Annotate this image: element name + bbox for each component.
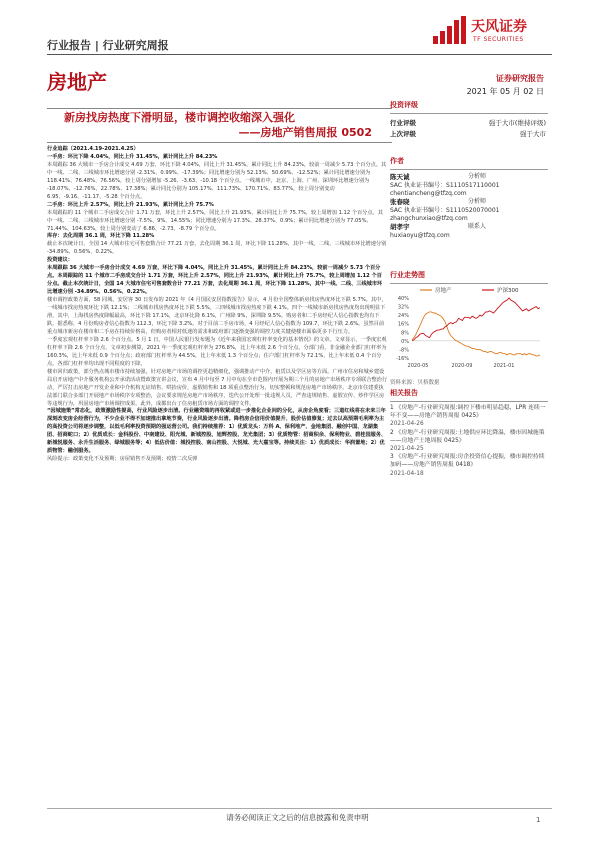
rating-row <box>390 129 548 140</box>
related-report[interactable] <box>390 453 548 478</box>
related-report-title[interactable]: 2 《房地产-行业研究周报:土地供应环比降温，楼市因城施策——房地产土地周报 0425》 <box>390 429 545 444</box>
body-paragraph: 本周跟踪 36 大城市一手房合计成交 4.69 万套，环比下降 4.04%，同比上升 31.45%，累计同比上升 84.23%，较前一周减少 5.73 个百分点。本周跟踪的 11 个城市二手房成交合计 1.71 万套，环比上升 2.57%，同比上升 21.93%，累计同比上升 75.7%，较上周增加 1.12 个百分点。截止本次统计日，全国 14 大城市住宅可售套数合计 77.21 万套，去化周期 36.1 周，环比下降 11.28%，其中一线、二线、三线城市环比增速分别 -34.89%、0.56%、0.22%。 <box>47 265 383 296</box>
trend-chart <box>390 284 550 374</box>
author-sac: SAC 执业证书编号：S1110517110001 <box>390 182 500 189</box>
author-role: 分析师 <box>468 173 487 180</box>
related-report-date: 2021-04-18 <box>390 470 424 477</box>
related-title: 相关报告 <box>390 389 418 397</box>
series-line <box>412 298 540 341</box>
rating-section <box>390 100 548 140</box>
author-role: 分析师 <box>468 198 487 205</box>
rating-divider <box>390 113 548 114</box>
related-report-date: 2021-04-26 <box>390 421 424 428</box>
body-paragraph: 风险提示：政策变化不及预期；房屋销售不及预期；疫情二次反弹 <box>47 456 198 463</box>
author-name: 张春晓 <box>390 198 410 206</box>
report-body <box>47 146 387 464</box>
body-paragraph: 一季度宏观杠杆率下降 2.6 个百分点。5 月 1 日，中国人民银行发布题为《近年来我国宏观杠杆率变化的基本情况》的文章。文章显示，一季度宏观杠杆率下降 2.6 个百分点，文章初步测算，2021 年一季度宏观杠杆率为 276.8%，比上年末低 2.6 个百分点。分部门看，非金融企业部门杠杆率为 160.3%，比上年末低 0.9 个百分点；政府部门杠杆率为 44.5%，比上年末低 1.3 个百分点；住户部门杠杆率为 72.1%，比上年末低 0.4 个百分点。各部门杠杆率均出现不同程度的下降。 <box>47 336 387 367</box>
rating-label: 上次评级 <box>390 130 416 138</box>
y-tick-label: 40% <box>397 296 409 302</box>
report-type: 证券研究报告 <box>496 74 544 83</box>
y-tick-label: 32% <box>397 304 409 311</box>
report-title: 新房找房热度下滑明显，楼市调控收缩深入强化 <box>64 111 295 124</box>
y-tick-label: 0% <box>401 338 409 345</box>
rating-value: 强于大市 <box>520 130 546 138</box>
related-section <box>390 388 548 478</box>
author-sac: SAC 执业证书编号：S1110520070001 <box>390 207 500 214</box>
related-report[interactable] <box>390 429 548 454</box>
company-logo <box>433 14 553 50</box>
trend-section <box>390 270 548 284</box>
author-email[interactable]: huxiaoyu@tfzq.com <box>390 232 450 239</box>
author-entry <box>390 173 548 198</box>
y-tick-label: 16% <box>397 321 409 328</box>
author-entry <box>390 223 548 240</box>
report-subtitle: ——房地产销售周报 0502 <box>238 126 372 139</box>
title-divider-bottom <box>47 142 392 143</box>
x-tick-label: 2021-01 <box>493 363 515 369</box>
y-tick-label: 24% <box>397 313 409 320</box>
body-paragraph: 本周跟踪 36 大城市一手房合计成交 4.69 万套，环比下降 4.04%，同比上升 31.45%，累计同比上升 84.23%，较前一周减少 5.73 个百分点。其中一线、二线、三线城市环比增速分别 -2.31%、0.99%、-17.39%；同比增速分别为 52.13%、50.69%、-12.52%；累计同比增速分别为 118.41%、76.48%、76.56%，较上周分别增加 -5.26、-3.63、-10.18 个百分点。一线城市中，北京、上海、广州、深圳环比增速分别为 -18.07%、-12.76%、22.78%、17.38%；累计同比分别为 105.17%、111.73%、170.71%、83.77%，较上周分别变动 6.95、-9.16、-11.17、-5.28 个百分点。 <box>47 161 387 200</box>
rating-title: 投资评级 <box>390 101 418 109</box>
author-entry <box>390 198 548 223</box>
page-number: 1 <box>536 816 541 824</box>
related-report[interactable] <box>390 404 548 429</box>
related-report-title[interactable]: 3 《房地产-行业研究周报:房企投资信心提振，楼市调控持续加码——房地产销售周报 0418》 <box>390 454 545 469</box>
body-paragraph: 二手房：环比上升 2.57%，同比上升 21.93%，累计同比上升 75.7% <box>47 201 214 208</box>
related-report-title[interactable]: 1 《房地产-行业研究周报:调控下楼市明显趋稳，LPR 连续一年不变——房地产销售周报 0425》 <box>390 405 546 420</box>
related-report-date: 2021-04-25 <box>390 446 424 453</box>
footer-divider <box>47 808 552 809</box>
authors-divider <box>390 169 548 170</box>
body-paragraph: 本周跟踪的 11 个城市二手房成交合计 1.71 万套，环比上升 2.57%，同比上升 21.93%，累计同比上升 75.7%，较上周增加 1.12 个百分点。其中一线、二线、三线城市环比增速分别 -7.5%、9%、14.55%；同比增速分别为 17.3%、28.37%、0.9%；累计同比增速分别为 77.05%、71.44%、104.63%，较上周分别变动了 6.86、-2.73、-8.79 个百分点。 <box>47 209 383 232</box>
authors-title: 作者 <box>390 157 404 165</box>
author-email[interactable]: chentiancheng@tfzq.com <box>390 190 467 197</box>
legend-label: 沪深300 <box>497 288 519 294</box>
logo-text-en: TF SECURITIES <box>473 36 524 43</box>
body-paragraph: 投资建议： <box>47 257 73 264</box>
rating-row <box>390 118 548 129</box>
rating-label: 行业评级 <box>390 119 416 127</box>
body-paragraph: 一手房：环比下降 4.04%，同比上升 31.45%，累计同比上升 84.23% <box>47 153 218 160</box>
report-date: 2021 年 05 月 02 日 <box>466 87 544 96</box>
author-email[interactable]: zhangchunxiao@tfzq.com <box>390 215 468 222</box>
x-tick-label: 2020-05 <box>407 363 429 369</box>
breadcrumb: 行业报告 | 行业研究周报 <box>47 39 169 52</box>
body-paragraph: 行业追踪（2021.4.19-2021.4.25） <box>47 146 139 152</box>
body-paragraph: 楼市回归政策，部分热点城市楼市持续加强，针对房地产市场的调控更趋精细化，强调推动产中介、租赁以及学区房等方面。广州市住房和城乡建设局启开房地产中介服务机构公开承诺活动暨政策宣讲会议，宣布 4 月中旬至 7 月中旬在全市范围内开展为期三个月的房地产市场秩序专项联合整治行动，严厉打击房地产开发企业和中介机构无证销售、哄抬房价，虚假销售和 18 项重点整治行为，切实整顿和规范房地产市场秩序。北京市住建委执法部门联合多部门开展地产市场秩序专项整治，会议要求规范房地产市场秩序，迭代公开处理一批违规人员，严查违规销售、虚假宣传、炒作学区房等违规行为，巩固房地产市场调控成果。此外，成都出台了住房租赁市场方面的调控文件。 <box>47 368 388 407</box>
x-tick-label: 2020-09 <box>451 363 473 369</box>
trend-title: 行业走势图 <box>390 271 425 279</box>
rating-value: 强于大市(维持评级) <box>488 119 546 127</box>
body-paragraph: 截止本次统计日，全国 14 大城市住宅可售套数合计 77.21 万套，去化周期 36.1 周，环比下降 11.28%，其中一线、二线、三线城市环比增速分别 -34.89%、0.56%、0.22%。 <box>47 241 387 256</box>
header-divider <box>47 54 552 55</box>
author-name: 胡孝宇 <box>390 223 410 231</box>
y-tick-label: -8% <box>399 347 409 354</box>
legend-label: 房地产 <box>435 288 452 294</box>
body-paragraph: 库存：去化周期 36.1 周，环比下降 11.28% <box>47 233 155 240</box>
industry-title: 房地产 <box>47 70 107 94</box>
body-paragraph: 楼市调控政策方面，58 同城、安居客 30 日发布的 2021 年《4 月国民安居指数报告》显示，4 月份全国整体新房找房热度环比下跌 5.7%。其中，一线城市找房热度环比下跌 12.1%；二线城市找房热度环比下跌 5.5%。三四线城市找房热度下跌 4.1%。四个一线城市新房找房热度均出现明显下滑，其中，上海找房热度降幅最高，环比下降 17.1%，北京环比降 6.1%，广州降 9%，深圳降 9.5%。购房者和二手房经纪人信心指数也均有下跌。据悉称，4 月份购房者信心指数为 112.3，环比下降 3.2%。对于目前二手房市场，4 月经纪人信心指数为 109.7，环比下跌 2.6%。虽然目前重点城市新房在楼市和二手房在持续价格高，但购房者相对低迷的需求和政府部门逐渐变强的调控力度关键使楼市面临更多下行压力。 <box>47 297 387 335</box>
y-tick-label: 8% <box>401 330 409 337</box>
authors-section <box>390 156 548 240</box>
chart-source: 资料来源：贝格数据 <box>390 380 440 386</box>
related-divider <box>390 401 548 402</box>
footer-disclaimer: 请务必阅读正文之后的信息披露和免责申明 <box>226 813 369 822</box>
body-paragraph: “因城施策”常态化，政策激励性提高，行业风险逐步出清。行业融资端的再收紧或进一步推化企业间的分化，从房企角度看；三道红线将在未来三年深刻改变房企经营行为，不少企业不得不加速推出拿地节奏，行业风险逐步出清。降档房企信用价值提升、股价估值修复；过去以高预期毛利率为主的高投资公司将逐步调整，以低毛利率投资预期的强运营公司。我们持续推荐：1）优质龙头：万科 A、保利地产、金地集团、融创中国、龙湖集团、招商蛇口；2）优质成长：金科股份、中南建设、阳光城、新城控股、旭辉控股、龙光集团；3）优质物管：招商积余、保利物业、碧桂园服务、新城悦服务、永升生活服务、绿城服务等；4）低估价值：城投控股、南山控股、大悦城、光大嘉宝等。持续关注：1）优质成长：华润置地；2）优质物管：融创服务。 <box>47 408 387 455</box>
author-role: 联系人 <box>468 223 487 230</box>
y-tick-label: -16% <box>396 356 409 362</box>
author-name: 陈天诚 <box>390 173 410 181</box>
logo-text-cn: 天风证券 <box>471 19 527 35</box>
